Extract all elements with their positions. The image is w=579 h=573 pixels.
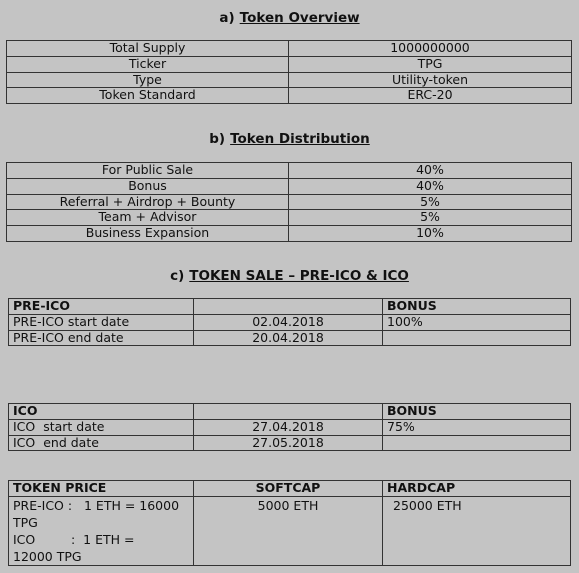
section-prefix: a)	[219, 10, 235, 26]
table-row	[7, 178, 572, 194]
token-overview-heading	[0, 10, 579, 26]
ico-header: ICO	[9, 404, 194, 420]
ico-end-label: ICO end date	[9, 435, 194, 451]
row-label: Token Standard	[7, 88, 289, 104]
row-value: 5%	[289, 194, 572, 210]
token-price-cell	[9, 496, 194, 565]
table-row	[9, 496, 571, 565]
ico-end-date: 27.05.2018	[194, 435, 383, 451]
ico-start-date: 27.04.2018	[194, 419, 383, 435]
table-row	[9, 330, 571, 346]
table-row	[9, 481, 571, 497]
empty-cell	[383, 435, 571, 451]
table-row	[7, 72, 572, 88]
row-value: TPG	[289, 56, 572, 72]
preico-bonus: 100%	[383, 314, 571, 330]
table-row	[9, 435, 571, 451]
price-ico-line1: ICO : 1 ETH =	[13, 531, 135, 547]
row-value: Utility-token	[289, 72, 572, 88]
token-price-header: TOKEN PRICE	[9, 481, 194, 497]
ico-bonus: 75%	[383, 419, 571, 435]
row-value: 40%	[289, 178, 572, 194]
token-overview-table	[6, 40, 572, 104]
table-row	[7, 226, 572, 242]
empty-cell	[194, 299, 383, 315]
table-row	[7, 194, 572, 210]
token-sale-heading	[0, 268, 579, 284]
row-label: Team + Advisor	[7, 210, 289, 226]
empty-cell	[194, 404, 383, 420]
table-row	[9, 404, 571, 420]
table-row	[7, 163, 572, 179]
table-row	[7, 41, 572, 57]
table-row	[7, 88, 572, 104]
empty-cell	[383, 330, 571, 346]
row-label: Ticker	[7, 56, 289, 72]
row-label: Business Expansion	[7, 226, 289, 242]
row-value: ERC-20	[289, 88, 572, 104]
section-title: Token Overview	[239, 10, 360, 26]
price-preico-line2: TPG	[13, 514, 38, 530]
row-label: Referral + Airdrop + Bounty	[7, 194, 289, 210]
bonus-header: BONUS	[383, 404, 571, 420]
hardcap-value: 25000 ETH	[383, 496, 571, 565]
preico-start-date: 02.04.2018	[194, 314, 383, 330]
table-row	[9, 419, 571, 435]
softcap-header: SOFTCAP	[194, 481, 383, 497]
preico-end-label: PRE-ICO end date	[9, 330, 194, 346]
row-label: For Public Sale	[7, 163, 289, 179]
token-distribution-table	[6, 162, 572, 242]
token-distribution-heading	[0, 131, 579, 147]
softcap-value: 5000 ETH	[194, 496, 383, 565]
section-prefix: c)	[170, 268, 185, 284]
row-value: 10%	[289, 226, 572, 242]
ico-start-label: ICO start date	[9, 419, 194, 435]
row-value: 40%	[289, 163, 572, 179]
row-label: Bonus	[7, 178, 289, 194]
row-label: Total Supply	[7, 41, 289, 57]
section-prefix: b)	[209, 131, 226, 147]
preico-table	[8, 298, 571, 346]
price-ico-line2: 12000 TPG	[13, 548, 82, 564]
preico-start-label: PRE-ICO start date	[9, 314, 194, 330]
table-row	[9, 314, 571, 330]
pricing-table	[8, 480, 571, 566]
hardcap-header: HARDCAP	[383, 481, 571, 497]
table-row	[7, 210, 572, 226]
ico-table	[8, 403, 571, 451]
section-title: Token Distribution	[230, 131, 370, 147]
price-preico-line1: PRE-ICO : 1 ETH = 16000	[13, 497, 180, 513]
row-value: 1000000000	[289, 41, 572, 57]
bonus-header: BONUS	[383, 299, 571, 315]
row-value: 5%	[289, 210, 572, 226]
table-row	[9, 299, 571, 315]
preico-end-date: 20.04.2018	[194, 330, 383, 346]
table-row	[7, 56, 572, 72]
section-title: TOKEN SALE – PRE-ICO & ICO	[189, 268, 409, 284]
row-label: Type	[7, 72, 289, 88]
preico-header: PRE-ICO	[9, 299, 194, 315]
